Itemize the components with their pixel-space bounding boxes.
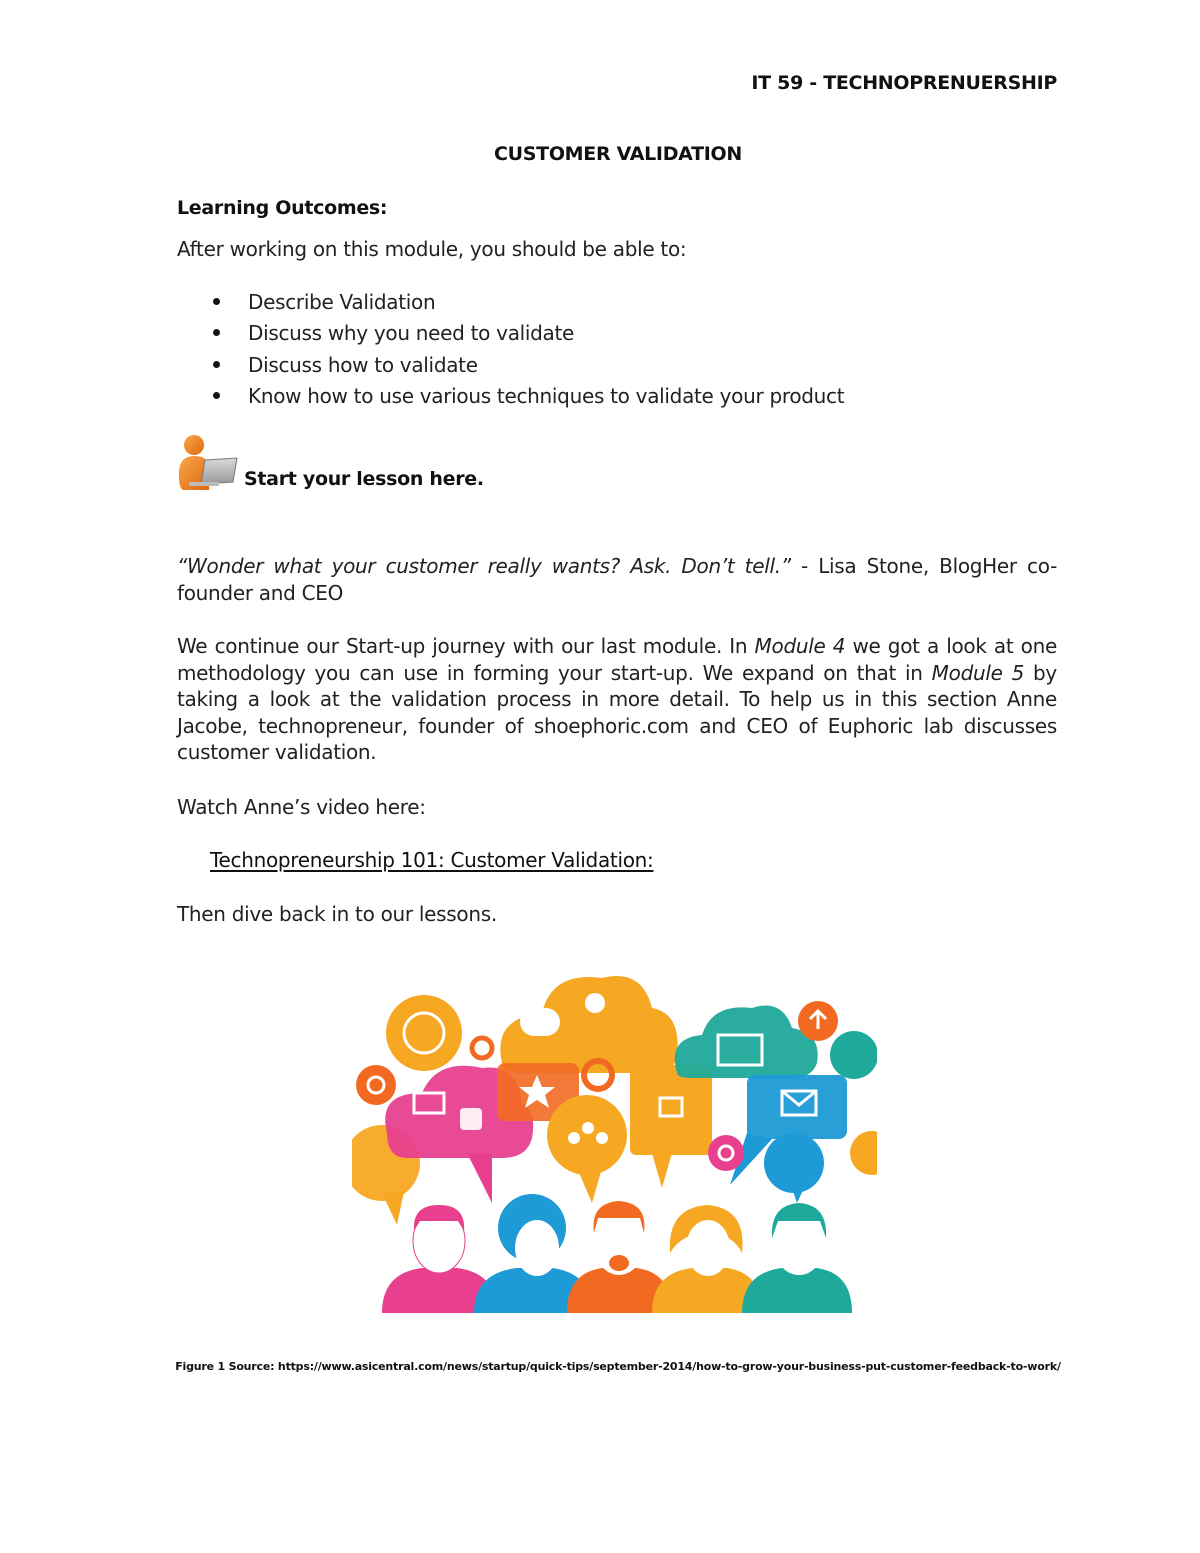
customer-feedback-illustration [352,963,877,1315]
bullet-icon [213,361,220,368]
outcome-text: Know how to use various techniques to validate your product [248,383,845,408]
bullet-icon [213,298,220,305]
list-item [177,384,844,415]
dive-back-text: Then dive back in to our lessons. [177,902,497,926]
quote-paragraph [177,553,1057,606]
person-with-laptop-icon [175,432,241,492]
page-title: CUSTOMER VALIDATION [494,143,742,165]
intro-text: by taking a look at the validation process in more detail. To help us in this section Anne Jacobe, technopreneur, founder of shoephoric.com and CEO of Euphoric lab discusses customer validation. [177,660,1057,765]
learning-outcomes-list [177,290,844,415]
list-item [177,290,844,321]
quote-text: “Wonder what your customer really wants? Ask. Don’t tell.” [177,554,791,578]
outcome-text: Discuss why you need to validate [248,321,575,346]
quote-attribution: - Lisa Stone, BlogHer co-founder and CEO [177,554,1057,605]
intro-text: we got a look at one methodology you can use in forming your start-up. We expand on that in [177,634,1057,685]
course-header: IT 59 - TECHNOPRENUERSHIP [751,72,1057,94]
start-lesson-callout [175,432,495,492]
list-item [177,321,844,352]
outcome-text: Discuss how to validate [248,352,478,377]
learning-outcomes-intro: After working on this module, you should be able to: [177,237,687,261]
intro-text: We continue our Start-up journey with our last module. In [177,634,755,658]
list-item [177,353,844,384]
bullet-icon [213,392,220,399]
module-4-ref: Module 4 [754,634,846,658]
outcome-text: Describe Validation [248,290,436,314]
intro-paragraph [177,633,1057,766]
watch-video-text: Watch Anne’s video here: [177,795,426,819]
learning-outcomes-heading: Learning Outcomes: [177,197,388,219]
module-5-ref: Module 5 [931,660,1025,685]
start-lesson-label: Start your lesson here. [244,468,484,490]
bullet-icon [213,329,220,336]
video-link[interactable]: Technopreneurship 101: Customer Validation: [210,848,654,872]
figure-caption: Figure 1 Source: https://www.asicentral.com/news/startup/quick-tips/september-2014/how-to-grow-your-business-put-customer-feedback-to-work/ [175,1360,1061,1373]
